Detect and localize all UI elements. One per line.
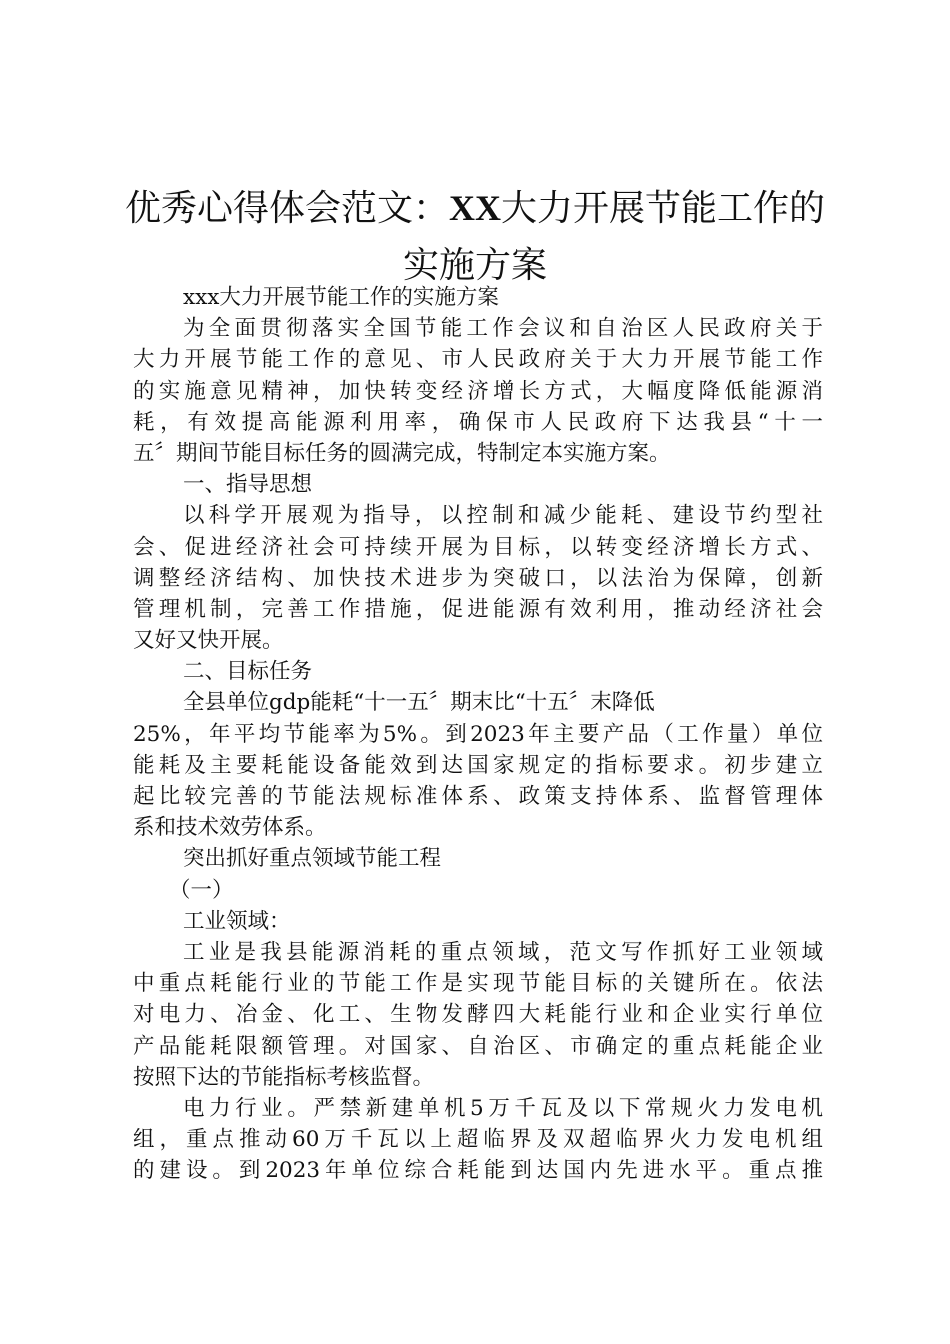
paragraph-line: 电力行业。严禁新建单机5万千瓦及以下常规火力发电机 [183, 1095, 823, 1121]
paragraph-line: 以科学开展观为指导，以控制和减少能耗、建设节约型社 [183, 503, 823, 529]
section-number: （一） [169, 877, 234, 903]
paragraph-line: 调整经济结构、加快技术进步为突破口，以法治为保障，创新 [133, 565, 823, 591]
title-text-bold: XX [449, 188, 501, 228]
paragraph-line: 能耗及主要耗能设备能效到达国家规定的指标要求。初步建立 [133, 752, 823, 778]
paragraph-line: 会、促进经济社会可持续开展为目标，以转变经济增长方式、 [133, 534, 823, 560]
paragraph-line: 工业是我县能源消耗的重点领域，范文写作抓好工业领域 [183, 939, 823, 965]
paragraph-line: 耗，有效提高能源利用率，确保市人民政府下达我县“十一 [133, 409, 823, 435]
paragraph-line: 的实施意见精神，加快转变经济增长方式，大幅度降低能源消 [133, 378, 823, 404]
paragraph-line: 为全面贯彻落实全国节能工作会议和自治区人民政府关于 [183, 316, 823, 342]
title-text-part2: 大力开展节能工作的 [501, 188, 826, 229]
document-title-line2: 实施方案 [402, 245, 547, 286]
paragraph-line: 系和技术效劳体系。 [133, 815, 327, 841]
paragraph-line: 25%，年平均节能率为5%。到2023年主要产品（工作量）单位 [133, 721, 823, 747]
paragraph-line: 起比较完善的节能法规标准体系、政策支持体系、监督管理体 [133, 784, 823, 809]
section-heading: 二、目标任务 [183, 659, 313, 685]
section-heading: 突出抓好重点领域节能工程 [183, 846, 442, 872]
paragraph-line: 又好又快开展。 [133, 628, 284, 654]
paragraph-line: 按照下达的节能指标考核监督。 [133, 1064, 435, 1090]
paragraph-line: 全县单位gdp能耗“十一五〞期末比“十五〞末降低 [183, 690, 655, 716]
paragraph-line: 五〞期间节能目标任务的圆满完成，特制定本实施方案。 [133, 440, 671, 466]
section-heading: 一、指导思想 [183, 472, 313, 498]
paragraph-line: 管理机制，完善工作措施，促进能源有效利用，推动经济社会 [133, 596, 823, 622]
section-heading: 工业领域： [183, 908, 291, 934]
paragraph-line: 组，重点推动60万千瓦以上超临界及双超临界火力发电机组 [133, 1127, 823, 1153]
paragraph-line: 的建设。到2023年单位综合耗能到达国内先进水平。重点推 [133, 1158, 823, 1184]
paragraph-line: 产品能耗限额管理。对国家、自治区、市确定的重点耗能企业 [133, 1033, 823, 1059]
paragraph-line: 大力开展节能工作的意见、市人民政府关于大力开展节能工作 [133, 347, 823, 373]
document-body [133, 282, 823, 1186]
paragraph-line: 对电力、冶金、化工、生物发酵四大耗能行业和企业实行单位 [133, 1002, 823, 1028]
paragraph-line: 中重点耗能行业的节能工作是实现节能目标的关键所在。依法 [133, 971, 823, 997]
title-text-part1: 优秀心得体会范文： [124, 188, 449, 229]
subtitle-line: xxx大力开展节能工作的实施方案 [183, 285, 499, 310]
